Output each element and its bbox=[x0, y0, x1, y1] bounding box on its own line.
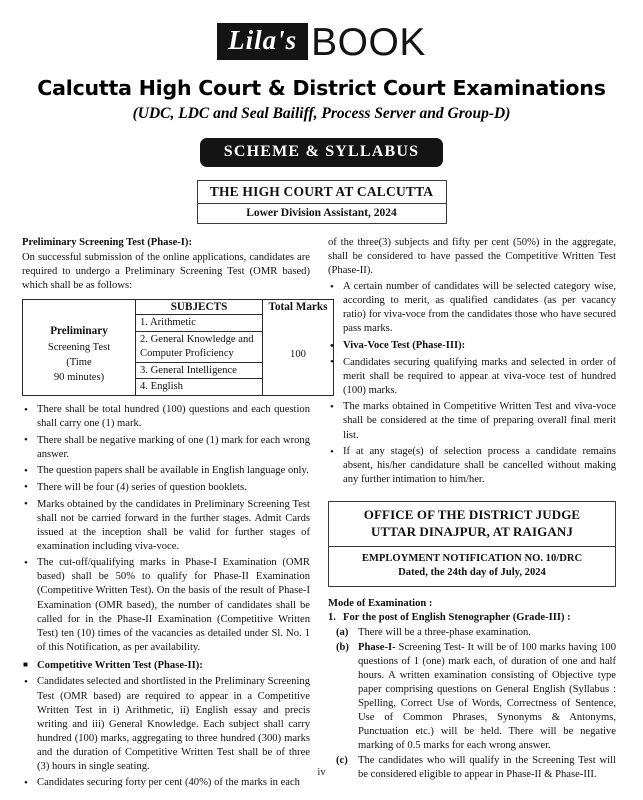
notification-date: Dated, the 24th day of July, 2024 bbox=[398, 566, 546, 578]
notification-number: EMPLOYMENT NOTIFICATION NO. 10/DRC bbox=[361, 552, 583, 564]
table-cell-total-marks: 100 bbox=[263, 315, 334, 396]
marks-table bbox=[22, 299, 334, 396]
mode-of-examination-heading: Mode of Examination : bbox=[328, 597, 433, 609]
table-header-row bbox=[23, 300, 334, 315]
page-number: iv bbox=[317, 767, 326, 778]
test-name-line2: Screening Test bbox=[47, 342, 111, 354]
mode-numbered-list bbox=[328, 611, 616, 625]
list-item: • The marks obtained in Competitive Written Test and viva-voce shall be considered at the time of preparing overall final merit list. bbox=[328, 400, 616, 442]
court-post: Lower Division Assistant, 2024 bbox=[246, 207, 397, 219]
list-item: • There shall be negative marking of one (1) mark for each wrong answer. bbox=[22, 434, 310, 462]
item-text: For the post of English Stenographer (Grade-III) : bbox=[343, 611, 571, 623]
court-title-box bbox=[197, 180, 447, 224]
publisher-logo bbox=[217, 21, 426, 64]
list-item: • The cut-off/qualifying marks in Phase-I Examination (OMR based) shall be 50% to qualify for Phase-II Examination (Competitive Written Test). On the basis of the result of Phase-I Examination (OMR based), the number of candidates shall be called for in the Phase-II Examination (Competitive Written Test) ten (10) times of the vacancies as detailed under Sl. No. 1 of this Notification, as per availability. bbox=[22, 556, 310, 655]
list-item bbox=[328, 641, 616, 754]
logo-mark-text: Lila's bbox=[217, 23, 308, 59]
viva-voce-heading: • Viva-Voce Test (Phase-III): bbox=[328, 339, 616, 353]
phase1-intro: On successful submission of the online applications, candidates are required to undergo a Preliminary Screening Test (OMR based) which shall be as follows: bbox=[22, 251, 310, 292]
mode-sub-items bbox=[328, 626, 616, 783]
list-item: • If at any stage(s) of selection process a candidate remains absent, his/her candidature shall be cancelled without making any further intimation to him/her. bbox=[328, 445, 616, 487]
office-notification-box bbox=[328, 501, 616, 586]
table-cell-subject: 4. English bbox=[136, 379, 263, 396]
body-columns bbox=[0, 236, 643, 793]
page-subtitle: (UDC, LDC and Seal Bailiff, Process Server and Group-D) bbox=[132, 105, 511, 122]
list-item: • The question papers shall be available in English language only. bbox=[22, 464, 310, 478]
page-title: Calcutta High Court & District Court Examinations bbox=[37, 76, 606, 100]
court-name: THE HIGH COURT AT CALCUTTA bbox=[198, 181, 446, 204]
item-number: 1. bbox=[328, 611, 336, 623]
sub-item-label: (c) bbox=[336, 755, 348, 767]
table-header-total-marks: Total Marks bbox=[263, 300, 334, 315]
sub-item-bold-lead: Phase-I- bbox=[358, 641, 396, 653]
office-title-line2: UTTAR DINAJPUR, AT RAIGANJ bbox=[371, 523, 573, 539]
table-cell-test-name bbox=[23, 315, 136, 396]
list-item: • A certain number of candidates will be selected category wise, according to merit, as qualified candidates (as per vacancy ratio) for viva-voce from the candidates those who have secured pass marks. bbox=[328, 280, 616, 336]
sub-item-text: Screening Test- It will be of 100 marks having 100 questions of 1 (one) mark each, of duration of one and half hours. A written examination consisting of Objective type paper comprising questions on General English (Syllabus : Spelling, Correct Use of Words, Correctness of Sentence, Use of Common Phrases, Synonyms & Antonyms, Punctuation etc.) will be held. There will be negative marking of 0.5 marks for each wrong answer. bbox=[358, 641, 616, 752]
sub-item-text: There will be a three-phase examination. bbox=[358, 626, 531, 638]
list-item bbox=[328, 626, 616, 640]
sub-item-text: The candidates who will qualify in the Screening Test will be considered eligible to appear in Phase-II & Phase-III. bbox=[358, 755, 616, 781]
sub-item-label: (b) bbox=[336, 641, 349, 653]
office-title-line1: OFFICE OF THE DISTRICT JUDGE bbox=[363, 507, 581, 523]
office-title bbox=[329, 502, 615, 546]
table-header-blank bbox=[23, 300, 136, 315]
right-top-bullet-list bbox=[328, 280, 616, 487]
test-name-line4: 90 minutes) bbox=[53, 372, 105, 384]
logo-word-text: BOOK bbox=[311, 21, 426, 64]
list-item: • There will be four (4) series of question booklets. bbox=[22, 481, 310, 495]
table-cell-subject: 3. General Intelligence bbox=[136, 362, 263, 379]
list-item: • Candidates selected and shortlisted in the Preliminary Screening Test (OMR based) are required to appear in a Competitive Written Test in i) Arithmetic, ii) English essay and precis writing and iii) General Knowledge. Each subject shall carry hundred (100) marks, aggregating to three hundred (300) marks and the duration of Competitive Written Test shall be of three (3) hours in single seating. bbox=[22, 675, 310, 774]
continuation-paragraph: of the three(3) subjects and fifty per cent (50%) in the aggregate, shall be considered to have passed the Competitive Written Test (Phase-II). bbox=[328, 237, 616, 277]
list-item: • Candidates securing forty per cent (40%) of the marks in each bbox=[22, 776, 310, 790]
phase1-heading: Preliminary Screening Test (Phase-I): bbox=[22, 237, 192, 248]
table-cell-subject: 1. Arithmetic bbox=[136, 315, 263, 332]
test-name-line3: (Time bbox=[66, 357, 92, 369]
list-item: • There shall be total hundred (100) questions and each question shall carry one (1) mark. bbox=[22, 403, 310, 431]
notification-details bbox=[329, 547, 615, 586]
test-name-bold: Preliminary bbox=[50, 325, 108, 338]
left-column bbox=[22, 236, 328, 793]
phase2-heading: ■ Competitive Written Test (Phase-II): bbox=[22, 659, 310, 673]
right-column bbox=[328, 236, 616, 793]
table-cell-subject: 2. General Knowledge and Computer Proficiency bbox=[136, 331, 263, 362]
list-item: • Candidates securing qualifying marks and selected in order of merit shall be required to appear at viva-voce test of hundred (100) marks. bbox=[328, 356, 616, 398]
table-header-subjects: SUBJECTS bbox=[136, 300, 263, 315]
masthead bbox=[0, 0, 643, 224]
list-item bbox=[328, 611, 616, 625]
table-row bbox=[23, 315, 334, 332]
phase1-bullet-list bbox=[22, 403, 310, 655]
scheme-syllabus-badge: SCHEME & SYLLABUS bbox=[200, 138, 444, 167]
list-item: • Marks obtained by the candidates in Preliminary Screening Test shall not be carried forward in the further stages. Admit Cards issued at the inception shall be valid for further stages of examination including viva-voce. bbox=[22, 498, 310, 554]
sub-item-label: (a) bbox=[336, 626, 349, 638]
